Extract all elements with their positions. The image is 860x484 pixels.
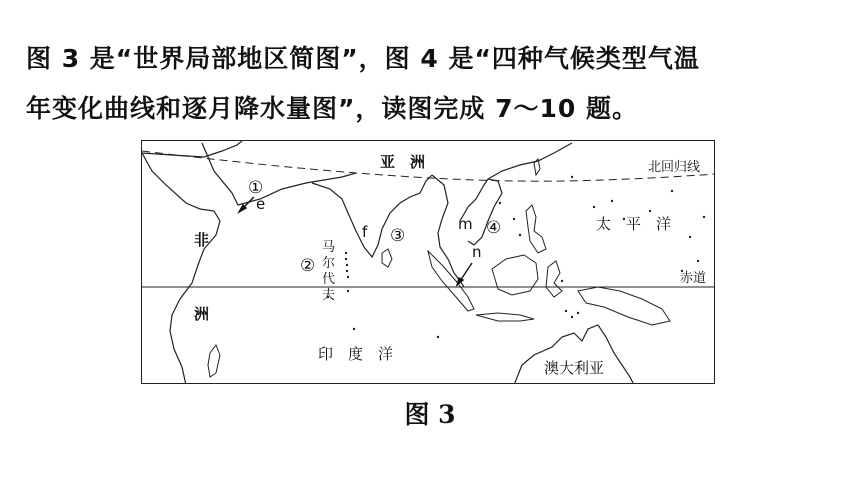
sulawesi [546, 261, 562, 297]
label-tropic-of-cancer: 北回归线 [648, 160, 701, 175]
point-e: e [256, 195, 266, 213]
figure-caption: 图 3 [404, 400, 456, 429]
sri-lanka [382, 249, 392, 267]
label-maldives [322, 240, 335, 303]
arrow-n [457, 263, 472, 285]
label-asia: 亚 洲 [380, 153, 426, 171]
label-pacific-ocean: 太 平 洋 [596, 215, 672, 233]
regional-map [141, 140, 715, 384]
java [476, 313, 534, 321]
borneo [492, 255, 538, 295]
label-africa-bottom: 洲 [194, 305, 210, 323]
label-australia: 澳大利亚 [544, 359, 605, 377]
question-intro [26, 34, 846, 134]
label-equator: 赤道 [680, 271, 707, 286]
red-sea-coast [142, 153, 220, 384]
intro-line-1: 图 3 是“世界局部地区简图”，图 4 是“四种气候类型气温 [26, 44, 700, 73]
maldives-char-3: 代 [322, 272, 336, 287]
philippines [526, 205, 546, 253]
tropic-of-cancer-line [142, 151, 715, 181]
region-marker-3: ③ [390, 226, 406, 246]
china-coast [488, 143, 572, 179]
maldives-char-2: 尔 [322, 256, 336, 271]
point-m: m [458, 215, 473, 233]
maldives-char-1: 马 [322, 240, 336, 255]
region-marker-4: ④ [486, 218, 502, 238]
point-n: n [472, 243, 482, 261]
intro-line-2: 年变化曲线和逐月降水量图”，读图完成 7～10 题。 [26, 94, 639, 123]
new-guinea [578, 287, 670, 325]
region-marker-1: ① [248, 178, 264, 198]
point-f: f [362, 223, 368, 241]
madagascar [208, 345, 220, 377]
maldives-char-4: 夫 [322, 288, 336, 303]
label-indian-ocean: 印 度 洋 [318, 345, 394, 363]
sumatra [428, 251, 474, 311]
map-canvas [142, 141, 715, 384]
region-marker-2: ② [300, 256, 316, 276]
label-africa-top: 非 [194, 231, 210, 249]
